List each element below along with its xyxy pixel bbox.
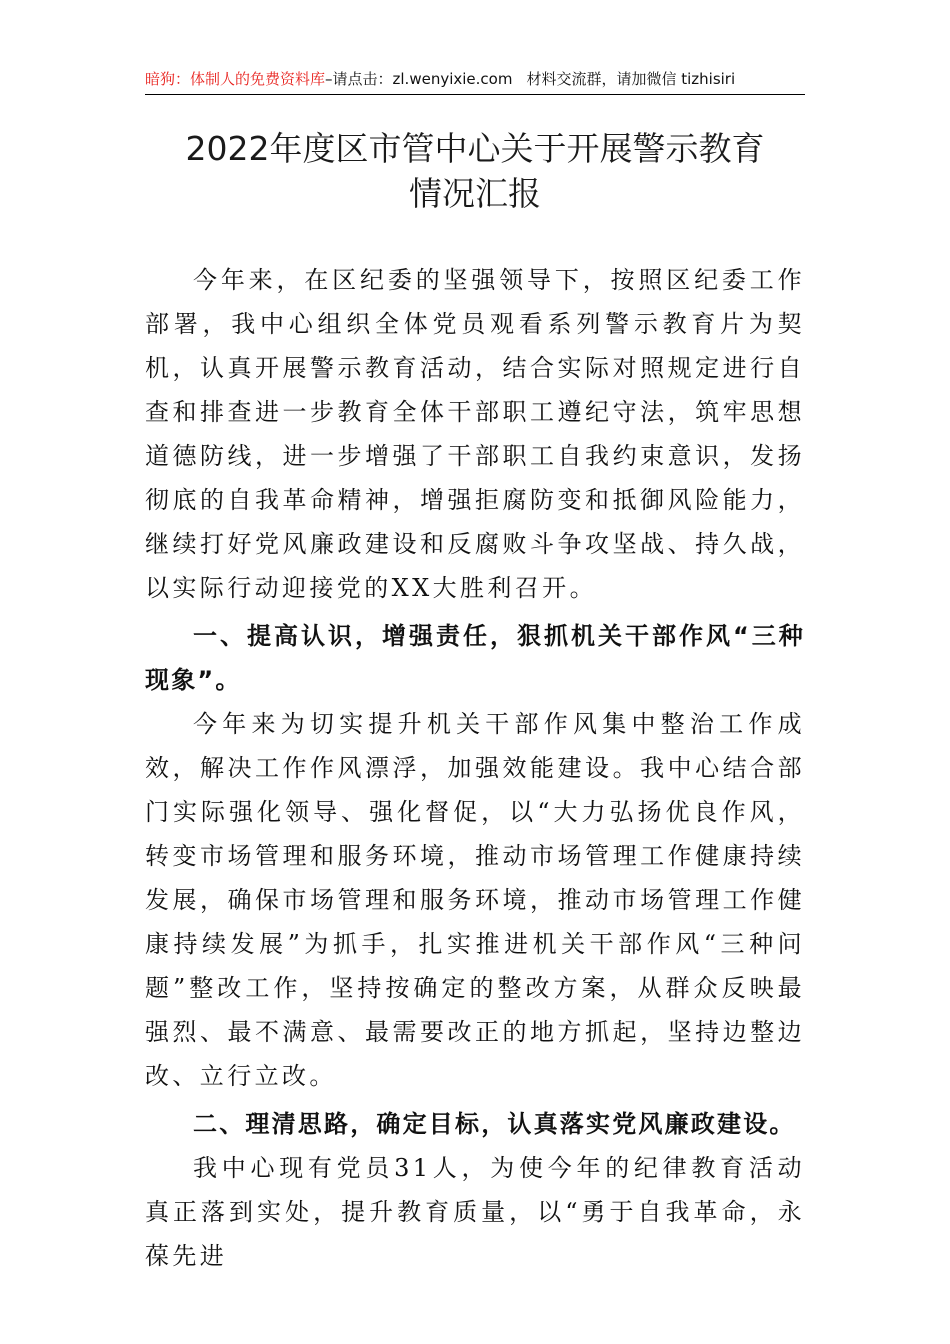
header-contact-text: 材料交流群，请加微信 tizhisiri: [526, 70, 736, 88]
page-header: [145, 64, 805, 95]
document-title: [0, 126, 950, 216]
section-heading: 二、理清思路，确定目标，认真落实党风廉政建设。: [193, 1110, 796, 1138]
section-heading: 一、提高认识，增强责任，狠抓机关干部作风“三种现象”。: [145, 622, 805, 694]
header-link-text[interactable]: –请点击：zl.wenyixie.com: [325, 70, 513, 88]
title-line-2: 情况汇报: [409, 174, 541, 213]
header-promo-text: 暗狗：体制人的免费资料库: [145, 70, 326, 88]
body-paragraph: 今年来为切实提升机关干部作风集中整治工作成效，解决工作作风漂浮，加强效能建设。我中心结合部门实际强化领导、强化督促，以“大力弘扬优良作风，转变市场管理和服务环境，推动市场管理工作健康持续发展，确保市场管理和服务环境，推动市场管理工作健康持续发展”为抓手，扎实推进机关干部作风“三种问题”整改工作，坚持按确定的整改方案，从群众反映最强烈、最不满意、最需要改正的地方抓起，坚持边整边改、立行立改。: [145, 710, 805, 1090]
title-line-1: 2022年度区市管中心关于开展警示教育: [185, 129, 765, 168]
body-paragraph: 我中心现有党员31人，为使今年的纪律教育活动真正落到实处，提升教育质量，以“勇于自我革命，永葆先进: [145, 1154, 805, 1270]
document-body: [145, 258, 805, 1278]
body-paragraph: 今年来，在区纪委的坚强领导下，按照区纪委工作部署，我中心组织全体党员观看系列警示教育片为契机，认真开展警示教育活动，结合实际对照规定进行自查和排查进一步教育全体干部职工遵纪守法，筑牢思想道德防线，进一步增强了干部职工自我约束意识，发扬彻底的自我革命精神，增强拒腐防变和抵御风险能力，继续打好党风廉政建设和反腐败斗争攻坚战、持久战，以实际行动迎接党的XX大胜利召开。: [145, 266, 805, 602]
